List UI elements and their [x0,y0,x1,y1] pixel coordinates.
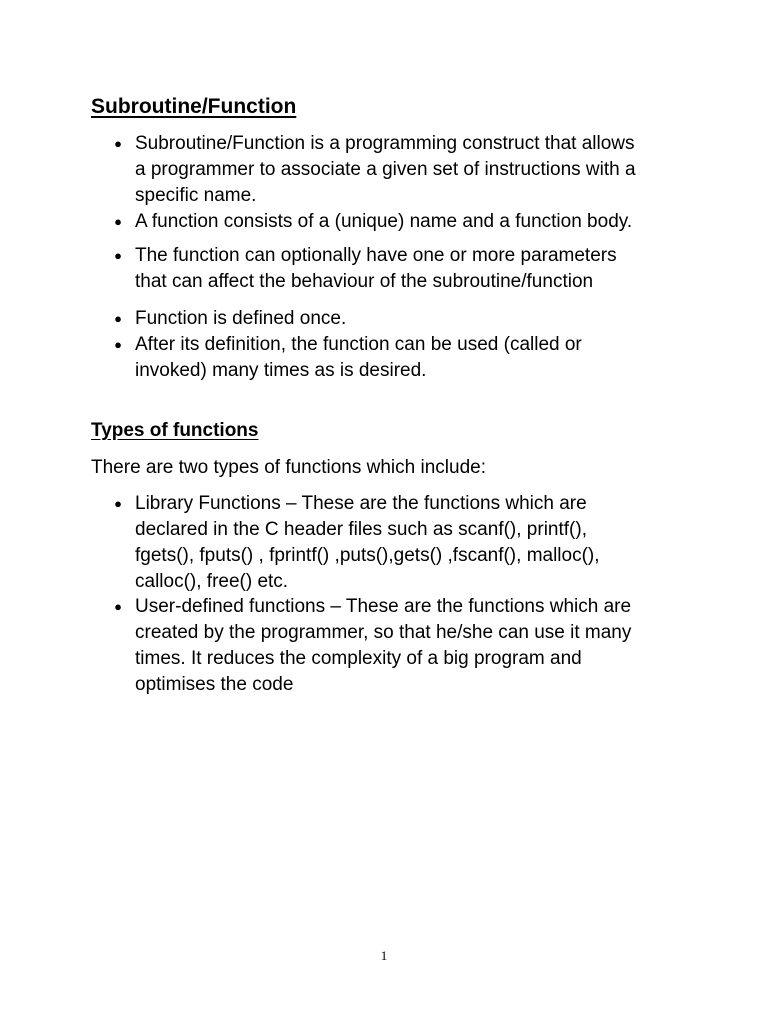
bullet-icon: ● [114,599,122,614]
list-item-text: The function can optionally have one or more parameters that can affect the behaviour of the subroutine/function [135,245,617,292]
types-intro-text: There are two types of functions which include: [91,457,486,478]
list-item-text: User-defined functions – These are the functions which are created by the programmer, so that he/she can use it many times. It reduces the complexity of a big program and optimises the code [135,596,632,695]
bullet-icon: ● [114,311,122,326]
list-item-text: A function consists of a (unique) name and a function body. [135,211,633,232]
bullet-icon: ● [114,496,122,511]
bullet-icon: ● [114,337,122,352]
list-item-text: After its definition, the function can be used (called or invoked) many times as is desired. [135,334,582,381]
list-item-text: Library Functions – These are the functions which are declared in the C header files such as scanf(), printf(), fgets(), fputs() , fprintf() ,puts(),gets() ,fscanf(), malloc(), calloc(), free() etc. [135,493,600,592]
section-title-types: Types of functions [91,420,259,441]
bullet-icon: ● [114,136,122,151]
bullet-icon: ● [114,248,122,263]
page-number: 1 [380,948,388,963]
bullet-icon: ● [114,214,122,229]
list-item-text: Function is defined once. [135,308,347,329]
section-title-subroutine: Subroutine/Function [91,95,297,118]
list-item-text: Subroutine/Function is a programming construct that allows a programmer to associate a given set of instructions with a specific name. [135,133,636,206]
